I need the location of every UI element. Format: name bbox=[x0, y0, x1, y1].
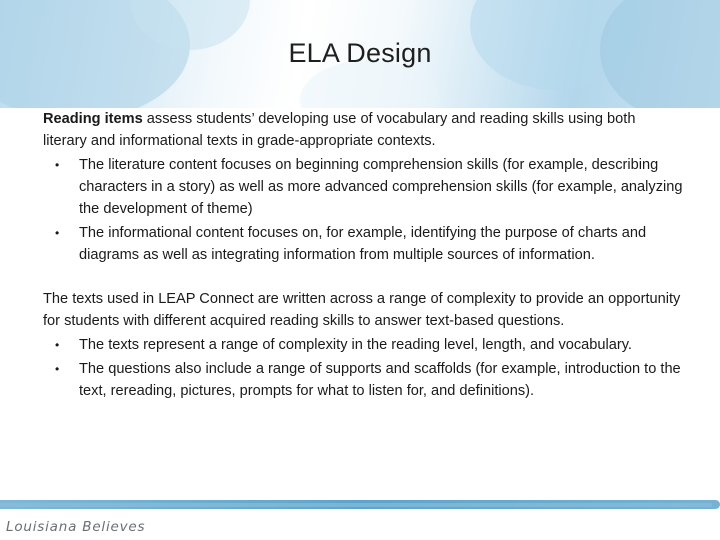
bullet-list-1 bbox=[43, 154, 683, 266]
bullet-icon: • bbox=[55, 338, 60, 352]
bullet-text: The literature content focuses on beginning comprehension skills (for example, describing characters in a story) as well as more advanced comprehension skills (for example, analyzing the development of theme) bbox=[79, 157, 683, 217]
reading-items-lead: Reading items bbox=[43, 111, 143, 127]
bullet-text: The questions also include a range of supports and scaffolds (for example, introduction to the text, rereading, pictures, prompts for what to listen for, and definitions). bbox=[79, 361, 681, 399]
paragraph-texts-used: The texts used in LEAP Connect are written across a range of complexity to provide an opportunity for students with different acquired reading skills to answer text-based questions. bbox=[43, 291, 681, 329]
bullet-text: The informational content focuses on, for example, identifying the purpose of charts and diagrams as well as integrating information from multiple sources of information. bbox=[79, 225, 647, 263]
list-item bbox=[43, 154, 683, 220]
slide-body bbox=[43, 108, 683, 402]
reading-items-text: assess students’ developing use of vocabulary and reading skills using both literary and informational texts in grade-appropriate contexts. bbox=[43, 111, 636, 149]
slide-title: ELA Design bbox=[288, 38, 432, 68]
list-item bbox=[43, 222, 683, 266]
bullet-text: The texts represent a range of complexity in the reading level, length, and vocabulary. bbox=[79, 337, 632, 353]
bullet-list-2 bbox=[43, 334, 683, 402]
paragraph-reading-items bbox=[43, 108, 683, 152]
bullet-icon: • bbox=[55, 158, 60, 172]
bullet-icon: • bbox=[55, 362, 60, 376]
bullet-icon: • bbox=[55, 226, 60, 240]
paragraph-spacer bbox=[43, 266, 683, 288]
list-item bbox=[43, 334, 683, 356]
footer-brush-highlight bbox=[0, 503, 712, 507]
list-item bbox=[43, 358, 683, 402]
brand-logo-text: Louisiana Believes bbox=[6, 519, 146, 535]
